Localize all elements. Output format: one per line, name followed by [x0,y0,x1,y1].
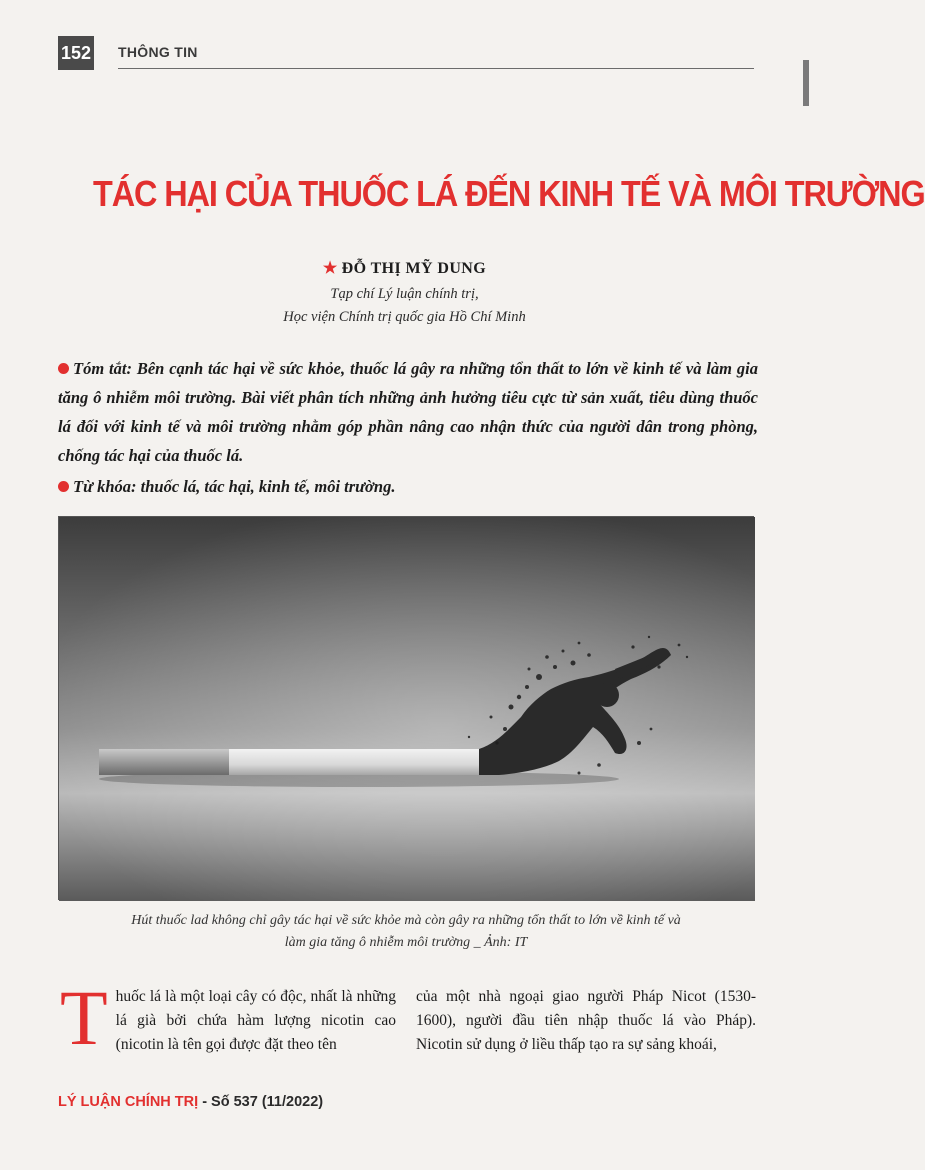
abstract [58,354,758,470]
photo-caption [58,910,754,954]
keywords-text: Từ khóa: thuốc lá, tác hại, kinh tế, môi trường. [73,477,396,496]
body-column-1-text: huốc lá là một loại cây có độc, nhất là những lá già bởi chứa hàm lượng nicotin cao (nicotin là tên gọi được đặt theo tên [115,988,396,1053]
cigarette-figure-illustration [59,517,755,901]
article-photo [58,516,754,900]
star-icon: ★ [322,260,338,277]
footer-journal: LÝ LUẬN CHÍNH TRỊ [58,1094,199,1110]
drop-cap: T [60,974,108,1061]
bullet-dot-icon [58,363,69,374]
author-name: ĐỖ THỊ MỸ DUNG [341,260,487,277]
affiliation-institute: Học viện Chính trị quốc gia Hồ Chí Minh [283,309,526,325]
abstract-text: Tóm tắt: Bên cạnh tác hại về sức khỏe, thuốc lá gây ra những tổn thất to lớn về kinh tế và làm gia tăng ô nhiễm môi trường. Bài viết phân tích những ảnh hưởng tiêu cực từ sản xuất, tiêu dùng thuốc lá đối với kinh tế và môi trường nhằm góp phần nâng cao nhận thức của người dân trong phòng, chống tác hại của thuốc lá. [58,359,758,465]
photo-caption-line-2: làm gia tăng ô nhiễm môi trường _ Ảnh: IT [284,935,528,950]
author-line [0,258,809,278]
keywords [58,472,758,501]
header-rule [118,68,754,69]
bullet-dot-icon [58,481,69,492]
page-edge-mark [803,60,809,106]
body-column-1 [60,974,396,1061]
footer-issue: - Số 537 (11/2022) [198,1094,324,1110]
footer [58,1094,323,1110]
photo-caption-line-1: Hút thuốc lad không chỉ gây tác hại về sức khỏe mà còn gây ra những tổn thất to lớn về kinh tế và [131,913,681,928]
article-title: TÁC HẠI CỦA THUỐC LÁ ĐẾN KINH TẾ VÀ MÔI TRƯỜNG [93,173,925,214]
body-column-2: của một nhà ngoại giao người Pháp Nicot (1530-1600), người đầu tiên nhập thuốc lá vào Pháp). Nicotin sử dụng ở liều thấp tạo ra sự sảng khoái, [416,988,756,1053]
page-number: 152 [58,36,94,70]
section-label: THÔNG TIN [118,44,198,60]
affiliation-journal: Tạp chí Lý luận chính trị, [330,286,479,302]
